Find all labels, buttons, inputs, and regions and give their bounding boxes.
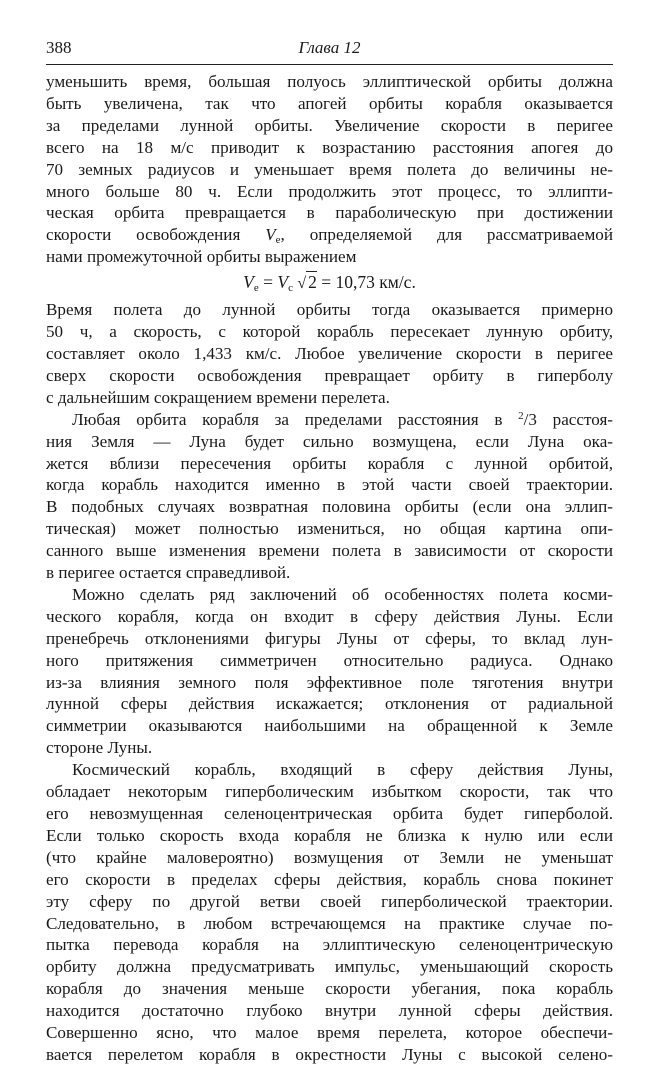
text-line: симметрии оказываются наибольшими на обращенной к Земле [46, 716, 613, 736]
paragraph-2 [46, 299, 613, 409]
text-line: составляет около 1,433 км/с. Любое увеличение скорости в перигее [46, 343, 613, 363]
text-fragment: Любая орбита корабля за пределами расстояния в [72, 409, 519, 429]
text-fragment: скорости освобождения [46, 225, 266, 245]
formula-lhs: V [243, 272, 254, 293]
fraction-numerator: 2 [518, 409, 524, 422]
text-line: его невозмущенная селеноцентрическая орбита будет гиперболой. [46, 804, 613, 823]
text-line: ного притяжения симметричен относительно радиуса. Однако [46, 650, 613, 670]
text-line: с дальнейшим сокращением времени перелета. [46, 387, 390, 407]
equation: $V_e = V_c$ √ 2 = 10,73 км/с. [243, 272, 416, 295]
text-line: ния Земля — Луна будет сильно возмущена, если Луна ока- [46, 431, 613, 451]
text-line: эту сферу по другой ветви своей гиперболической траектории. [46, 891, 613, 911]
text-line: Следовательно, в любом встречающемся на практике случае по- [46, 913, 613, 933]
text-fragment: расстоя- [536, 409, 613, 429]
subscript: e [275, 234, 281, 247]
escape-velocity-symbol: V [265, 225, 276, 245]
page-header [46, 38, 613, 62]
text-line: 70 земных радиусов и уменьшает время полета до величины не- [46, 159, 613, 179]
text-line: когда корабль находится именно в этой части своей траектории. [46, 475, 613, 495]
body-text [46, 71, 613, 1066]
text-line: находится достаточно глубоко внутри лунной сферы действия. [46, 1001, 613, 1021]
text-line: уменьшить время, большая полуось эллиптической орбиты должна [46, 72, 613, 91]
text-line [46, 409, 613, 431]
text-line: всего на 18 м/с приводит к возрастанию расстояния апогея до [46, 137, 613, 157]
subscript: c [288, 282, 293, 295]
text-line: санного выше изменения времени полета в зависимости от скорости [46, 541, 613, 561]
text-line: пытка перевода корабля на эллиптическую селеноцентрическую [46, 935, 613, 955]
text-line: ческого корабля, когда он входит в сферу действия Луны. Если [46, 606, 613, 626]
text-line: обладает некоторым гиперболическим избытком скорости, так что [46, 782, 613, 802]
text-line: стороне Луны. [46, 738, 153, 758]
paragraph-5 [46, 759, 613, 1066]
text-line: 50 ч, а скорость, с которой корабль пересекает лунную орбиту, [46, 322, 613, 342]
paragraph-4 [46, 584, 613, 759]
text-line: быть увеличена, так что апогей орбиты корабля оказывается [46, 93, 613, 113]
text-line: жется вблизи пересечения орбиты корабля с лунной орбитой, [46, 453, 613, 473]
text-line [46, 224, 613, 246]
page-number: 388 [46, 38, 72, 57]
text-line: (что крайне маловероятно) возмущения от Земли не уменьшат [46, 847, 613, 867]
text-line: Если только скорость входа корабля не близка к нулю или если [46, 825, 613, 845]
text-line: лунной сферы действия искажается; отклонения от радиальной [46, 694, 613, 714]
text-line: В подобных случаях возвратная половина орбиты (если она эллип- [46, 497, 613, 517]
chapter-title: Глава 12 [298, 38, 361, 57]
text-line: тическая) может полностью измениться, но общая картина опи- [46, 519, 613, 539]
radicand: 2 [308, 272, 317, 293]
fraction-denominator: /3 [523, 409, 537, 429]
text-line: в перигее остается справедливой. [46, 563, 291, 583]
text-line: Космический корабль, входящий в сферу действия Луны, [72, 760, 613, 780]
text-line: Можно сделать ряд заключений об особенностях полета косми- [72, 584, 613, 604]
text-line: Время полета до лунной орбиты тогда оказывается примерно [46, 300, 613, 320]
text-line: корабля до значения меньше скорости убегания, пока корабль [46, 979, 613, 999]
text-line: много больше 80 ч. Если продолжить этот процесс, то эллипти- [46, 181, 613, 201]
text-line: нами промежуточной орбиты выражением [46, 247, 357, 267]
sqrt-sign: √ [297, 275, 307, 293]
text-fragment: , определяемой для рассматриваемой [280, 225, 613, 245]
paragraph-1 [46, 71, 613, 268]
text-line: его скорости в пределах сферы действия, корабль снова покинет [46, 869, 613, 889]
formula-circular-velocity: V [277, 272, 289, 293]
subscript: e [253, 282, 259, 295]
text-line: сверх скорости освобождения превращает орбиту в гиперболу [46, 365, 613, 385]
text-line: вается перелетом корабля в окрестности Луны с высокой селено- [46, 1044, 613, 1064]
text-line: Совершенно ясно, что малое время перелета, которое обеспечи- [46, 1023, 613, 1043]
text-line: пренебречь отклонениями фигуры Луны от сферы, то вклад лун- [46, 628, 613, 648]
book-page [46, 38, 613, 1066]
header-rule [46, 64, 613, 65]
text-line: ческая орбита превращается в параболическую при достижении [46, 203, 613, 223]
paragraph-3 [46, 409, 613, 584]
text-line: орбиту должна предусматривать импульс, уменьшающий скорость [46, 957, 613, 977]
text-line: из-за влияния земного поля эффективное поле тяготения внутри [46, 672, 613, 692]
formula-rhs: = 10,73 км/с. [321, 272, 416, 293]
text-line: за пределами лунной орбиты. Увеличение скорости в перигее [46, 115, 613, 135]
